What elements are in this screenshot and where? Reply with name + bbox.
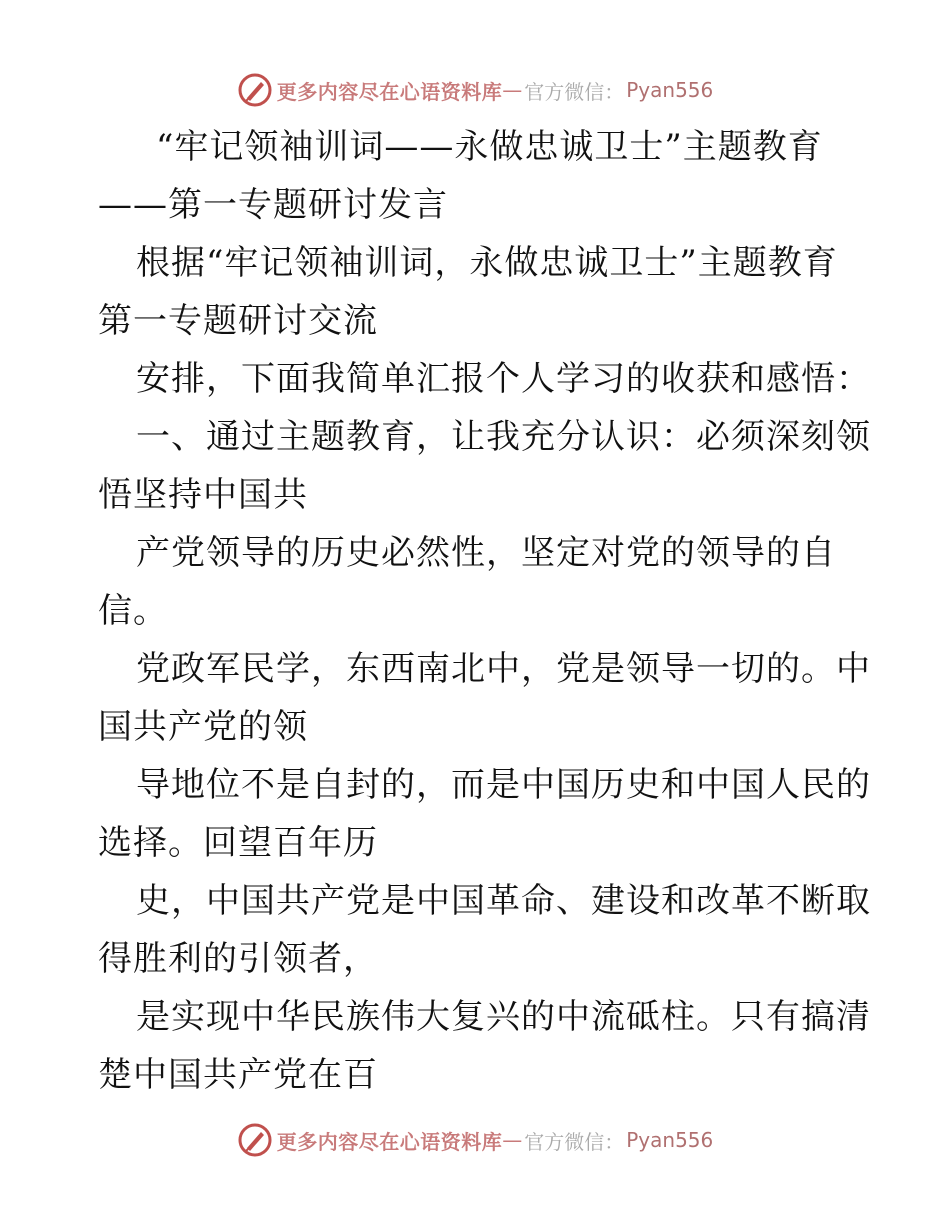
paragraph-line: 国共产党的领 [98, 707, 308, 747]
pen-seal-logo-icon [237, 1122, 273, 1158]
header-watermark [0, 70, 950, 110]
paragraph-line: 根据“牢记领袖训词，永做忠诚卫士”主题教育 [136, 243, 838, 283]
document-title-line-2: ——第一专题研讨发言 [98, 185, 448, 225]
document-body [98, 118, 871, 1104]
watermark-text: 更多内容尽在心语资料库 [276, 79, 503, 104]
document-title-line-1: “牢记领袖训词——永做忠诚卫士”主题教育 [156, 127, 823, 167]
paragraph-line: 安排，下面我简单汇报个人学习的收获和感悟： [136, 359, 871, 399]
paragraph-line: 第一专题研讨交流 [98, 301, 378, 341]
paragraph-line: 产党领导的历史必然性，坚定对党的领导的自 [136, 533, 836, 573]
pen-seal-logo-icon [237, 72, 273, 108]
watermark-dash: — [502, 1128, 523, 1152]
paragraph-line: 得胜利的引领者， [98, 939, 378, 979]
paragraph-line: 史，中国共产党是中国革命、建设和改革不断取 [136, 881, 871, 921]
paragraph-line: 导地位不是自封的，而是中国历史和中国人民的 [136, 765, 871, 805]
paragraph-line: 选择。回望百年历 [98, 823, 378, 863]
paragraph-line: 一、通过主题教育，让我充分认识：必须深刻领 [136, 417, 871, 457]
footer-watermark [0, 1120, 950, 1160]
watermark-wechat-id: Pyan556 [626, 78, 714, 102]
watermark-wechat-label: 官方微信： [524, 79, 625, 104]
paragraph-line: 楚中国共产党在百 [98, 1055, 378, 1095]
watermark-wechat-id: Pyan556 [626, 1128, 714, 1152]
watermark-dash: — [502, 78, 523, 102]
paragraph-line: 悟坚持中国共 [98, 475, 308, 515]
watermark-text: 更多内容尽在心语资料库 [276, 1129, 503, 1154]
paragraph-line: 是实现中华民族伟大复兴的中流砥柱。只有搞清 [136, 997, 871, 1037]
paragraph-line: 信。 [98, 591, 168, 631]
watermark-wechat-label: 官方微信： [524, 1129, 625, 1154]
paragraph-line: 党政军民学，东西南北中，党是领导一切的。中 [136, 649, 871, 689]
